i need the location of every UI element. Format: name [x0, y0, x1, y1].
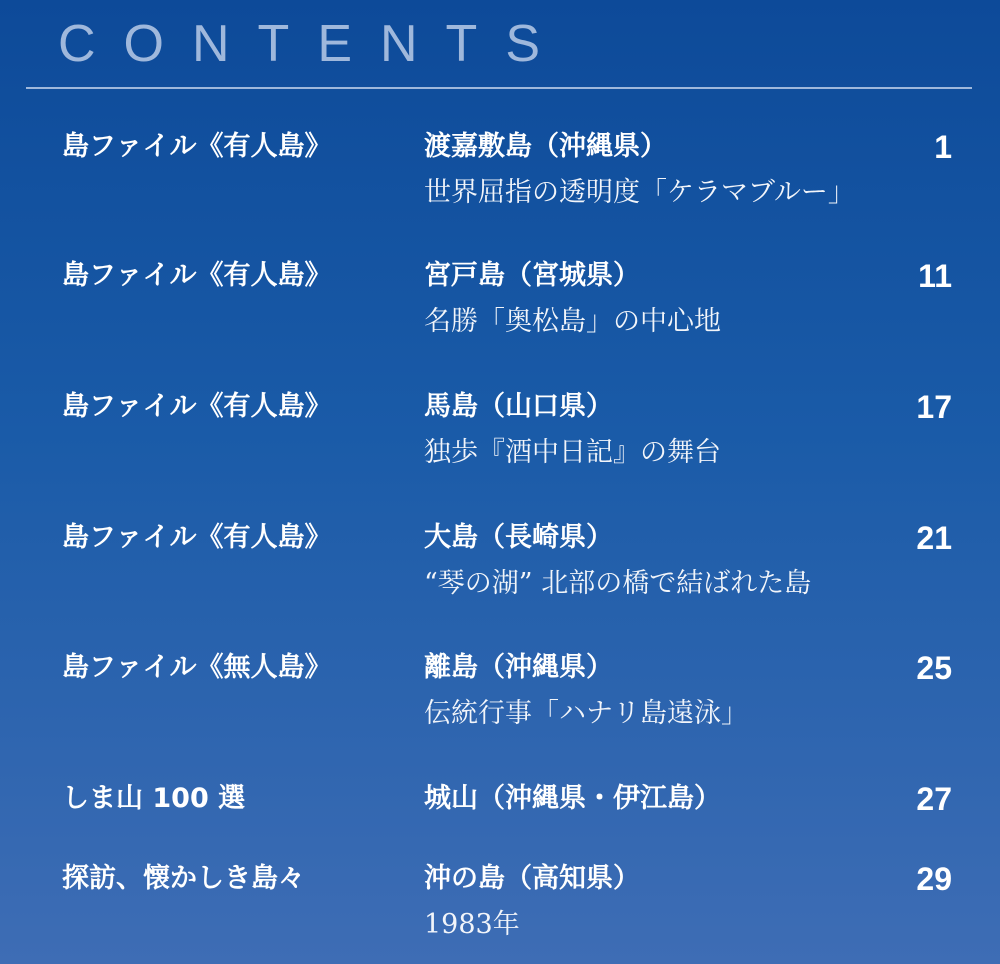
entry-page-number: 17 — [916, 389, 952, 425]
entry-title: 馬島（山口県） — [424, 391, 613, 422]
entry-category: 島ファイル《有人島》 — [62, 522, 332, 553]
entry-title: 沖の島（高知県） — [424, 863, 640, 894]
entry-page-number: 1 — [934, 129, 952, 165]
entry-page-number: 11 — [918, 258, 952, 294]
entry-page-number: 21 — [916, 520, 952, 556]
entry-category: 探訪、懐かしき島々 — [62, 863, 305, 894]
entry-subtitle: 名勝「奥松島」の中心地 — [424, 306, 721, 337]
entry-subtitle: 世界屈指の透明度「ケラマブルー」 — [424, 177, 855, 208]
entry-title: 城山（沖縄県・伊江島） — [424, 783, 721, 814]
page-title: CONTENTS — [58, 15, 568, 73]
entry-category: しま山 100 選 — [62, 783, 246, 814]
entry-title: 宮戸島（宮城県） — [424, 260, 640, 291]
entry-page-number: 29 — [916, 861, 952, 897]
entry-subtitle: “琴の湖” 北部の橋で結ばれた島 — [424, 568, 812, 599]
entry-subtitle: 独歩『酒中日記』の舞台 — [424, 437, 721, 468]
entry-category: 島ファイル《無人島》 — [62, 652, 332, 683]
entry-title: 渡嘉敷島（沖縄県） — [424, 131, 667, 162]
entry-category: 島ファイル《有人島》 — [62, 391, 332, 422]
entry-category: 島ファイル《有人島》 — [62, 260, 332, 291]
entry-title: 大島（長崎県） — [424, 522, 613, 553]
entry-page-number: 27 — [916, 781, 952, 817]
entry-page-number: 25 — [916, 650, 952, 686]
entry-subtitle: 1983年 — [424, 909, 520, 940]
entry-title: 離島（沖縄県） — [424, 652, 613, 683]
entry-category: 島ファイル《有人島》 — [62, 131, 332, 162]
header-divider — [26, 87, 972, 89]
entry-subtitle: 伝統行事「ハナリ島遠泳」 — [424, 698, 748, 729]
